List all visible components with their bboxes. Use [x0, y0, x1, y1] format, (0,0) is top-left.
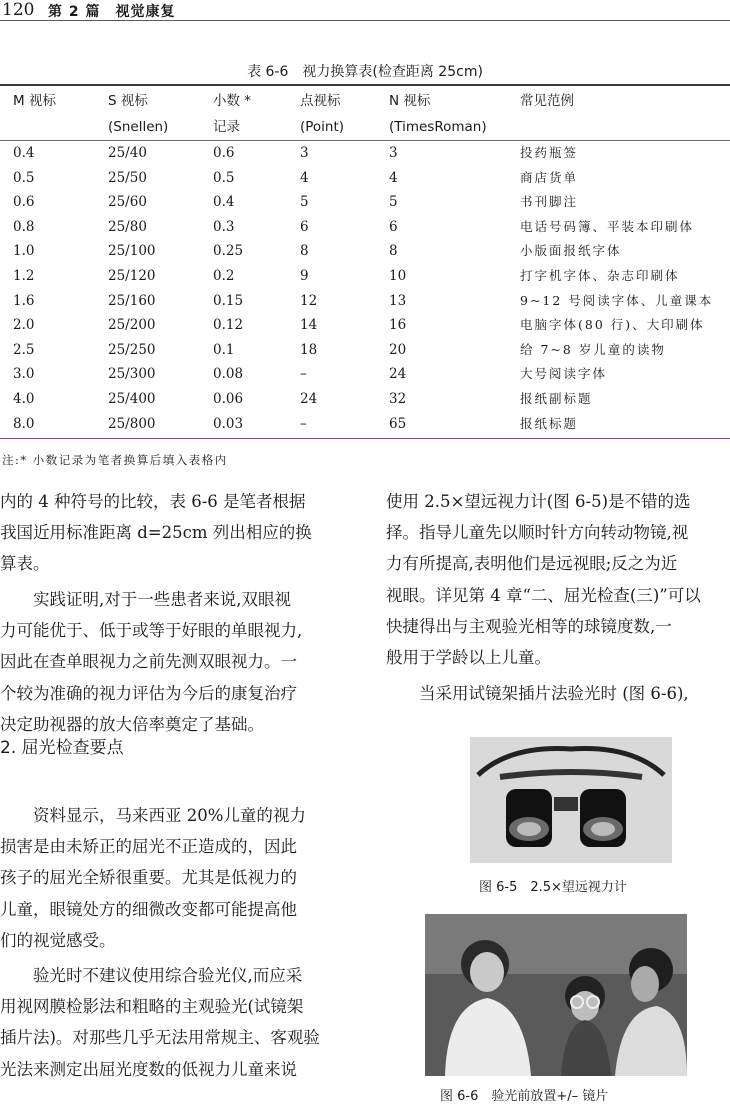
cell-n-value: 5	[389, 194, 398, 211]
cell-n-value: 6	[389, 218, 398, 235]
cell-s-value: 25/200	[108, 317, 156, 334]
text-line: 损害是由未矫正的屈光不正造成的，因此	[0, 837, 297, 857]
table-top-rule	[0, 84, 730, 86]
figure-telescope-photo	[470, 737, 672, 863]
telescope-illustration	[470, 737, 672, 863]
cell-m-value: 3.0	[13, 366, 35, 383]
table-note: 注:* 小数记录为笔者换算后填入表格内	[2, 453, 228, 467]
cell-s-value: 25/40	[108, 145, 147, 161]
text-line: 当采用试镜架插片法验光时 (图 6-6),	[386, 684, 689, 703]
cell-example: 报纸副标题	[520, 391, 593, 406]
cell-point-value: 6	[300, 218, 309, 235]
figure-6-5-caption: 图 6-5 2.5×望远视力计	[479, 880, 627, 895]
text-line: 插片法)。对那些几乎无法用常规主、客观验	[0, 1028, 320, 1048]
header-point: 点视标	[300, 93, 341, 109]
text-line: 孩子的屈光全矫很重要。尤其是低视力的	[0, 868, 297, 888]
cell-s-value: 25/60	[108, 194, 147, 211]
cell-decimal-value: 0.4	[213, 194, 235, 211]
header-s-optotype-sub: (Snellen)	[108, 119, 169, 135]
header-n-optotype: N 视标	[389, 93, 431, 109]
cell-point-value: –	[300, 366, 307, 383]
cell-s-value: 25/160	[108, 292, 156, 309]
text-line: 验光时不建议使用综合验光仪,而应采	[0, 966, 303, 985]
cell-s-value: 25/80	[108, 218, 147, 235]
text-line: 快捷得出与主观验光相等的球镜度数,一	[386, 616, 672, 636]
cell-n-value: 32	[389, 391, 407, 407]
cell-point-value: 5	[300, 194, 309, 211]
text-line: 实践证明,对于一些患者来说,双眼视	[0, 590, 291, 609]
cell-point-value: 4	[300, 169, 309, 186]
cell-decimal-value: 0.1	[213, 341, 235, 358]
cell-n-value: 3	[389, 145, 398, 161]
cell-decimal-value: 0.3	[213, 218, 235, 235]
text-line: 力可能优于、低于或等于好眼的单眼视力,	[0, 621, 303, 641]
text-line: 力有所提高,表明他们是远视眼;反之为近	[386, 554, 678, 574]
cell-decimal-value: 0.06	[213, 391, 244, 407]
cell-decimal-value: 0.2	[213, 268, 235, 284]
text-line: 用视网膜检影法和粗略的主观验光(试镜架	[0, 997, 304, 1017]
header-decimal-sub: 记录	[213, 119, 240, 135]
text-line: 算表。	[0, 554, 50, 574]
cell-point-value: 9	[300, 268, 309, 284]
cell-decimal-value: 0.5	[213, 169, 235, 186]
cell-m-value: 0.4	[13, 145, 35, 161]
cell-decimal-value: 0.08	[213, 366, 244, 383]
cell-s-value: 25/400	[108, 391, 156, 407]
left-paragraph-2	[0, 584, 350, 740]
header-point-sub: (Point)	[300, 119, 345, 135]
text-line: 们的视觉感受。	[0, 930, 116, 950]
text-line: 择。指导儿童先以顺时针方向转动物镜,视	[386, 523, 689, 543]
cell-example: 打字机字体、杂志印刷体	[520, 268, 680, 283]
cell-m-value: 1.6	[13, 292, 35, 309]
cell-m-value: 8.0	[13, 415, 35, 432]
cell-decimal-value: 0.25	[213, 243, 244, 260]
cell-example: 9~12 号阅读字体、儿童课本	[520, 292, 714, 308]
figure-refraction-photo	[425, 914, 687, 1076]
cell-example: 书刊脚注	[520, 194, 579, 210]
cell-decimal-value: 0.03	[213, 415, 244, 432]
cell-n-value: 20	[389, 341, 407, 358]
section-heading: 2. 屈光检查要点	[0, 738, 124, 758]
cell-n-value: 24	[389, 366, 407, 383]
cell-example: 电话号码簿、平装本印刷体	[520, 218, 695, 234]
running-header-title: 第 2 篇 视觉康复	[48, 4, 176, 20]
cell-decimal-value: 0.12	[213, 317, 244, 334]
cell-example: 报纸标题	[520, 415, 579, 431]
cell-n-value: 16	[389, 317, 407, 334]
right-paragraph-1	[386, 486, 730, 673]
cell-point-value: 14	[300, 317, 318, 334]
header-n-optotype-sub: (TimesRoman)	[389, 119, 487, 135]
cell-s-value: 25/300	[108, 366, 156, 383]
cell-m-value: 1.0	[13, 243, 35, 260]
text-line: 视眼。详见第 4 章“二、屈光检查(三)”可以	[386, 585, 701, 605]
cell-s-value: 25/100	[108, 243, 156, 260]
cell-m-value: 1.2	[13, 268, 35, 284]
left-paragraph-3	[0, 800, 350, 956]
cell-n-value: 13	[389, 292, 407, 309]
cell-point-value: 18	[300, 341, 318, 358]
cell-example: 电脑字体(80 行)、大印刷体	[520, 317, 705, 333]
cell-example: 小版面报纸字体	[520, 243, 622, 259]
figure-6-6-caption: 图 6-6 验光前放置+/– 镜片	[440, 1089, 609, 1104]
text-line: 决定助视器的放大倍率奠定了基础。	[0, 714, 264, 734]
cell-point-value: 12	[300, 292, 318, 309]
right-paragraph-2	[386, 678, 730, 709]
text-line: 儿童，眼镜处方的细微改变都可能提高他	[0, 899, 297, 919]
table-caption: 表 6-6 视力换算表(检查距离 25cm)	[247, 64, 483, 80]
cell-n-value: 8	[389, 243, 398, 260]
cell-m-value: 0.8	[13, 218, 35, 235]
cell-s-value: 25/120	[108, 268, 156, 284]
refraction-illustration	[425, 914, 687, 1076]
cell-decimal-value: 0.15	[213, 292, 244, 309]
cell-m-value: 0.5	[13, 169, 35, 186]
text-line: 资料显示，马来西亚 20%儿童的视力	[0, 806, 306, 825]
cell-example: 大号阅读字体	[520, 366, 608, 382]
header-rule	[0, 20, 730, 21]
cell-n-value: 65	[389, 415, 407, 432]
cell-s-value: 25/250	[108, 341, 156, 358]
cell-m-value: 4.0	[13, 391, 35, 407]
table-bottom-rule	[0, 438, 730, 439]
text-line: 我国近用标准距离 d=25cm 列出相应的换	[0, 523, 312, 543]
cell-m-value: 0.6	[13, 194, 35, 211]
cell-n-value: 4	[389, 169, 398, 186]
cell-s-value: 25/800	[108, 415, 156, 432]
cell-point-value: 24	[300, 391, 318, 407]
cell-example: 给 7~8 岁儿童的读物	[520, 341, 666, 357]
cell-m-value: 2.0	[13, 317, 35, 334]
cell-point-value: –	[300, 415, 307, 432]
cell-example: 商店货单	[520, 169, 579, 185]
cell-m-value: 2.5	[13, 341, 35, 358]
text-line: 光法来测定出屈光度数的低视力儿童来说	[0, 1059, 297, 1079]
text-line: 内的 4 种符号的比较，表 6-6 是笔者根据	[0, 492, 306, 511]
cell-point-value: 8	[300, 243, 309, 260]
page-number: 120	[2, 0, 35, 20]
header-s-optotype: S 视标	[108, 93, 148, 109]
header-m-optotype: M 视标	[13, 93, 56, 109]
text-line: 般用于学龄以上儿童。	[386, 648, 551, 668]
header-decimal: 小数 *	[213, 93, 252, 109]
text-line: 因此在查单眼视力之前先测双眼视力。一	[0, 652, 297, 672]
text-line: 使用 2.5×望远视力计(图 6-5)是不错的选	[386, 492, 691, 511]
left-paragraph-4	[0, 960, 350, 1085]
cell-decimal-value: 0.6	[213, 145, 235, 161]
cell-example: 投药瓶签	[520, 145, 579, 160]
left-paragraph-1	[0, 486, 350, 580]
cell-point-value: 3	[300, 145, 309, 161]
text-line: 个较为准确的视力评估为今后的康复治疗	[0, 683, 297, 703]
cell-n-value: 10	[389, 268, 407, 284]
cell-s-value: 25/50	[108, 169, 147, 186]
header-examples: 常见范例	[520, 93, 574, 109]
